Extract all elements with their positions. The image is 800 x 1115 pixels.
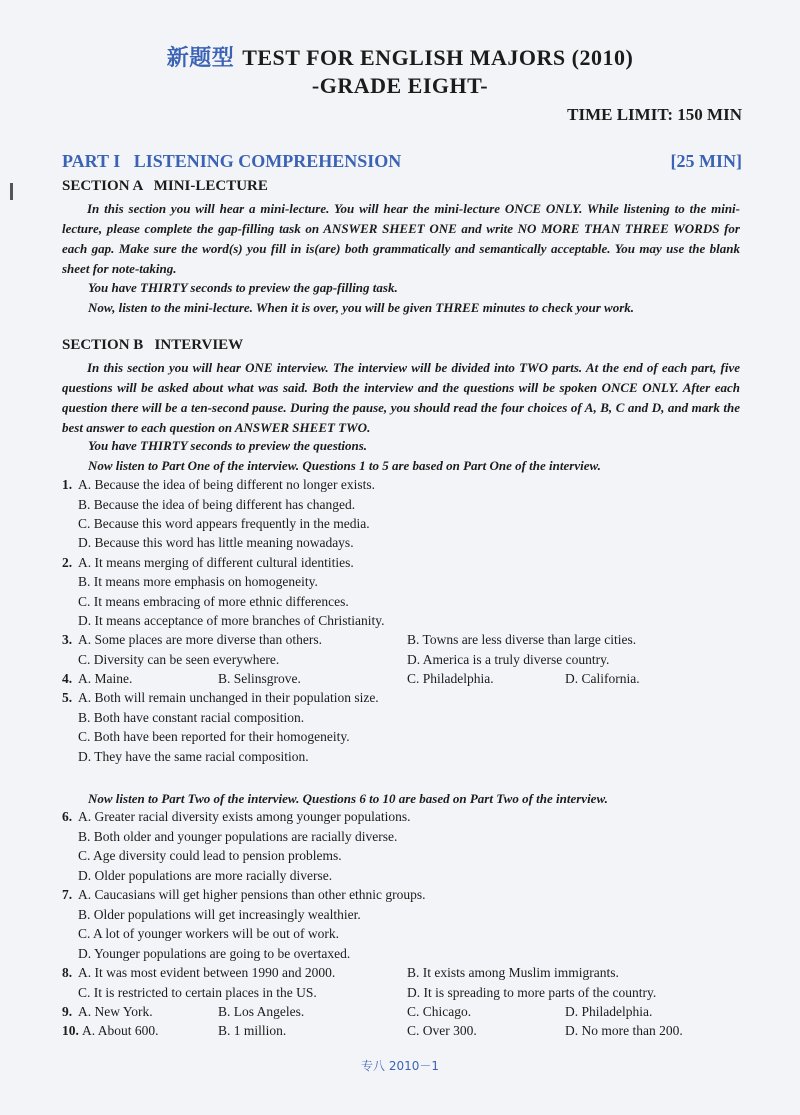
question-number: 7. [62, 887, 73, 902]
option-c: C. Chicago. [407, 1004, 472, 1019]
page-footer: 专八 2010－1 [361, 1059, 439, 1073]
option-c: C. It is restricted to certain places in the US. [78, 985, 317, 1000]
option-a: A. Because the idea of being different no longer exists. [78, 477, 376, 492]
option-c: C. It means embracing of more ethnic differences. [78, 594, 349, 609]
question-number: 10. [62, 1023, 79, 1038]
part-two-intro: Now listen to Part Two of the interview. Questions 6 to 10 are based on Part Two of the interview. [88, 791, 608, 806]
option-a: A. Maine. [78, 671, 133, 686]
option-b: B. 1 million. [218, 1023, 287, 1038]
option-d: D. It is spreading to more parts of the country. [407, 985, 657, 1000]
exam-type-tag: 新题型 [166, 45, 235, 70]
option-a: A. Both will remain unchanged in their population size. [78, 690, 379, 705]
option-a: A. New York. [78, 1004, 153, 1019]
option-a: A. It means merging of different cultural identities. [78, 555, 354, 570]
option-c: C. Philadelphia. [407, 671, 494, 686]
option-c: C. Age diversity could lead to pension problems. [78, 848, 342, 863]
option-a: A. It was most evident between 1990 and 2000. [78, 965, 336, 980]
option-a: A. About 600. [82, 1023, 159, 1038]
option-c: C. A lot of younger workers will be out of work. [78, 926, 339, 941]
question-number: 2. [62, 555, 73, 570]
section-a-listen-note: Now, listen to the mini-lecture. When it is over, you will be given THREE minutes to check your work. [88, 300, 635, 315]
option-d: D. Philadelphia. [565, 1004, 653, 1019]
option-a: A. Greater racial diversity exists among younger populations. [78, 809, 411, 824]
option-c: C. Because this word appears frequently in the media. [78, 516, 370, 531]
option-d: D. America is a truly diverse country. [407, 652, 610, 667]
section-a-preview-note: You have THIRTY seconds to preview the gap-filling task. [88, 280, 398, 295]
option-b: B. Both have constant racial composition. [78, 710, 305, 725]
option-a: A. Caucasians will get higher pensions than other ethnic groups. [78, 887, 426, 902]
question-number: 3. [62, 632, 73, 647]
question-number: 9. [62, 1004, 73, 1019]
option-d: D. Younger populations are going to be overtaxed. [78, 946, 351, 961]
question-number: 5. [62, 690, 73, 705]
part-title: PART I LISTENING COMPREHENSION [62, 151, 402, 171]
section-b-title: SECTION B INTERVIEW [62, 337, 244, 353]
option-b: B. Los Angeles. [218, 1004, 305, 1019]
section-b-preview-note: You have THIRTY seconds to preview the questions. [88, 438, 368, 453]
question-number: 4. [62, 671, 73, 686]
option-b: B. It exists among Muslim immigrants. [407, 965, 619, 980]
option-d: D. They have the same racial composition. [78, 749, 309, 764]
option-c: C. Over 300. [407, 1023, 477, 1038]
option-b: B. Older populations will get increasingly wealthier. [78, 907, 361, 922]
exam-title-text: TEST FOR ENGLISH MAJORS (2010) [242, 45, 634, 70]
section-a-instructions: In this section you will hear a mini-lecture. You will hear the mini-lecture ONCE ONLY. While listening to the mini-lecture, please complete the gap-filling task on ANSWER SHEET ONE and write NO MORE THAN THREE WORDS for each gap. Make sure the word(s) you fill in is(are) both grammatically and semantically acceptable. You may use the blank sheet for note-taking. [62, 201, 740, 276]
section-b-instructions: In this section you will hear ONE interview. The interview will be divided into TWO parts. At the end of each part, five questions will be asked about what was said. Both the interview and the questions will be spoken ONCE ONLY. After each question there will be a ten-second pause. During the pause, you should read the four choices of A, B, C and D, and mark the best answer to each question on ANSWER SHEET TWO. [62, 360, 740, 435]
exam-grade: -GRADE EIGHT- [311, 73, 489, 98]
exam-title [0, 41, 800, 72]
option-b: B. It means more emphasis on homogeneity. [78, 574, 318, 589]
section-a-title: SECTION A MINI-LECTURE [62, 178, 268, 194]
question-number: 6. [62, 809, 73, 824]
scan-edge-mark [10, 183, 13, 200]
option-d: D. Because this word has little meaning nowadays. [78, 535, 354, 550]
option-d: D. No more than 200. [565, 1023, 683, 1038]
option-b: B. Selinsgrove. [218, 671, 301, 686]
time-limit: TIME LIMIT: 150 MIN [567, 105, 742, 124]
option-c: C. Both have been reported for their homogeneity. [78, 729, 350, 744]
part-header [62, 151, 742, 172]
option-a: A. Some places are more diverse than others. [78, 632, 323, 647]
option-d: D. Older populations are more racially diverse. [78, 868, 333, 883]
option-c: C. Diversity can be seen everywhere. [78, 652, 280, 667]
option-d: D. California. [565, 671, 640, 686]
question-number: 8. [62, 965, 73, 980]
option-b: B. Both older and younger populations are racially diverse. [78, 829, 398, 844]
part-one-intro: Now listen to Part One of the interview. Questions 1 to 5 are based on Part One of the interview. [88, 458, 601, 473]
part-time: [25 MIN] [670, 151, 742, 171]
option-b: B. Because the idea of being different has changed. [78, 497, 356, 512]
question-number: 1. [62, 477, 73, 492]
option-d: D. It means acceptance of more branches of Christianity. [78, 613, 385, 628]
option-b: B. Towns are less diverse than large cities. [407, 632, 637, 647]
